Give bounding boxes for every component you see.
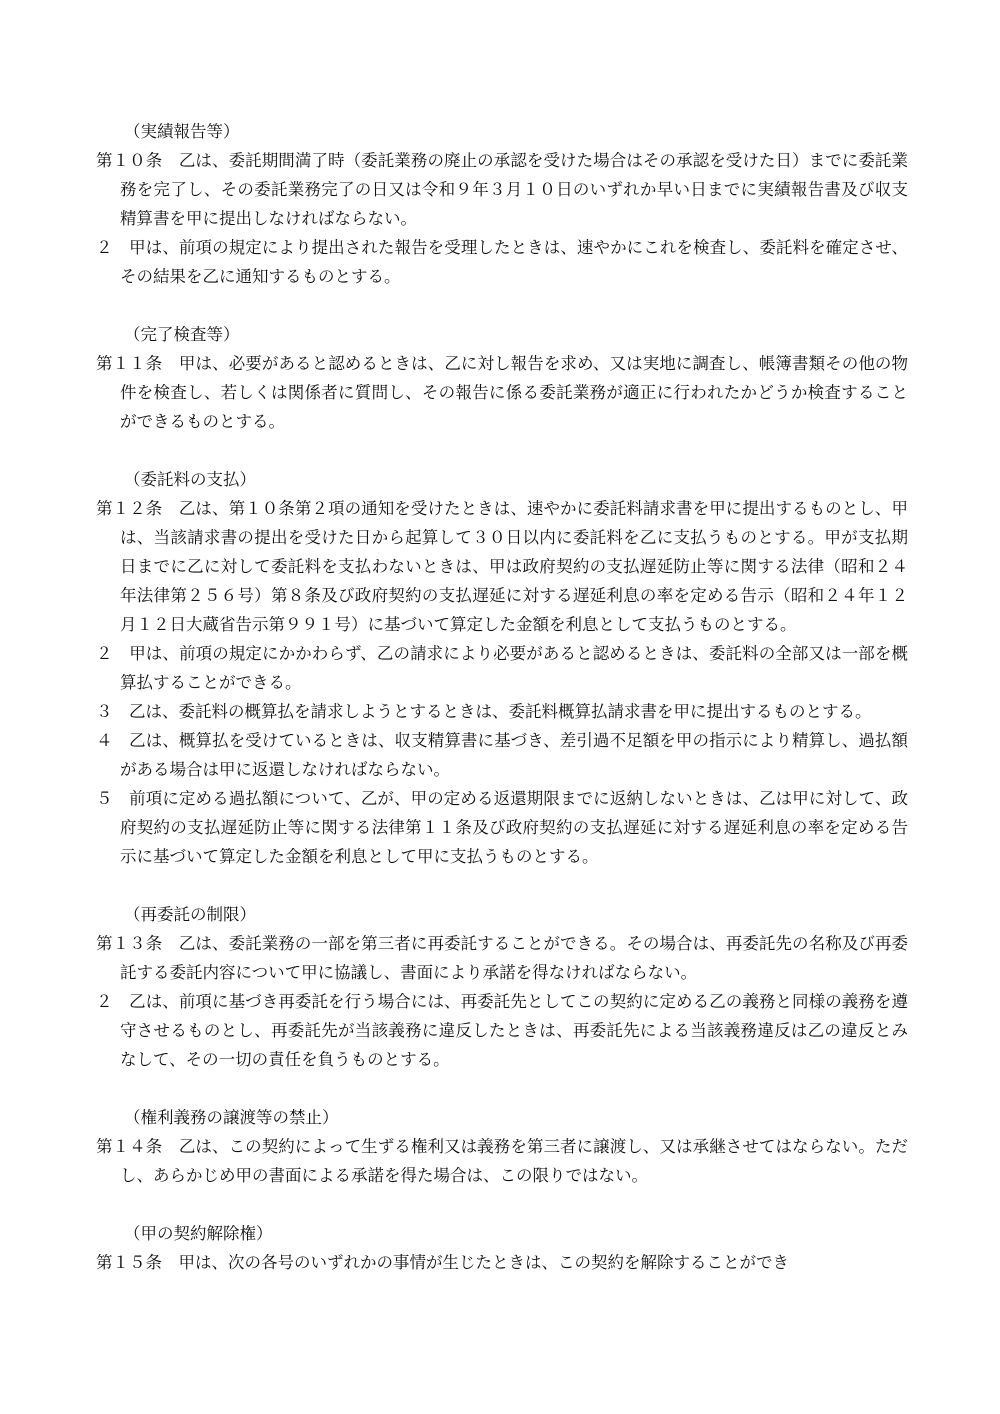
article-paragraph: ３ 乙は、委託料の概算払を請求しようとするときは、委託料概算払請求書を甲に提出するものとする。 (96, 702, 872, 721)
document-page (96, 117, 908, 1277)
section-gap (96, 291, 908, 320)
article-clause: 第１２条 乙は、第１０条第２項の通知を受けたときは、速やかに委託料請求書を甲に提出するものとし、甲は、当該請求書の提出を受けた日から起算して３０日以内に委託料を乙に支払うものとする。甲が支払期日までに乙に対して委託料を支払わないときは、甲は政府契約の支払遅延防止等に関する法律（昭和２４年法律第２５６号）第８条及び政府契約の支払遅延に対する遅延利息の率を定める告示（昭和２４年１２月１２日大蔵省告示第９９１号）に基づいて算定した金額を利息として支払うものとする。 (96, 499, 908, 634)
article-paragraph: ２ 甲は、前項の規定により提出された報告を受理したときは、速やかにこれを検査し、委託料を確定させ、その結果を乙に通知するものとする。 (96, 238, 908, 286)
article-paragraph: ４ 乙は、概算払を受けているときは、収支精算書に基づき、差引過不足額を甲の指示により精算し、過払額がある場合は甲に返還しなければならない。 (96, 731, 908, 779)
article-heading: （委託料の支払） (124, 470, 256, 489)
article-paragraph: ５ 前項に定める過払額について、乙が、甲の定める返還期限までに返納しないときは、乙は甲に対して、政府契約の支払遅延防止等に関する法律第１１条及び政府契約の支払遅延に対する遅延利息の率を定める告示に基づいて算定した金額を利息として甲に支払うものとする。 (96, 789, 908, 866)
article-paragraph: ２ 甲は、前項の規定にかかわらず、乙の請求により必要があると認めるときは、委託料の全部又は一部を概算払することができる。 (96, 644, 908, 692)
section-gap (96, 436, 908, 465)
section-gap (96, 1074, 908, 1103)
article-heading: （権利義務の譲渡等の禁止） (124, 1108, 339, 1127)
article-paragraph: ２ 乙は、前項に基づき再委託を行う場合には、再委託先としてこの契約に定める乙の義務と同様の義務を遵守させるものとし、再委託先が当該義務に違反したときは、再委託先による当該義務違反は乙の違反とみなして、その一切の責任を負うものとする。 (96, 992, 909, 1069)
article-clause: 第１０条 乙は、委託期間満了時（委託業務の廃止の承認を受けた場合はその承認を受けた日）までに委託業務を完了し、その委託業務完了の日又は令和９年３月１０日のいずれか早い日までに実績報告書及び収支精算書を甲に提出しなければならない。 (96, 151, 909, 228)
article-heading: （再委託の制限） (124, 905, 256, 924)
article-clause: 第１１条 甲は、必要があると認めるときは、乙に対し報告を求め、又は実地に調査し、帳簿書類その他の物件を検査し、若しくは関係者に質問し、その報告に係る委託業務が適正に行われたかどうか検査することができるものとする。 (96, 354, 908, 431)
article-clause: 第１４条 乙は、この契約によって生ずる権利又は義務を第三者に譲渡し、又は承継させてはならない。ただし、あらかじめ甲の書面による承諾を得た場合は、この限りではない。 (96, 1137, 908, 1185)
article-clause: 第１５条 甲は、次の各号のいずれかの事情が生じたときは、この契約を解除することができ (96, 1253, 789, 1272)
article-heading: （実績報告等） (124, 122, 240, 141)
section-gap (96, 1190, 908, 1219)
article-heading: （完了検査等） (124, 325, 240, 344)
section-gap (96, 871, 908, 900)
article-clause: 第１３条 乙は、委託業務の一部を第三者に再委託することができる。その場合は、再委託先の名称及び再委託する委託内容について甲に協議し、書面により承諾を得なければならない。 (96, 934, 908, 982)
article-heading: （甲の契約解除権） (124, 1224, 273, 1243)
